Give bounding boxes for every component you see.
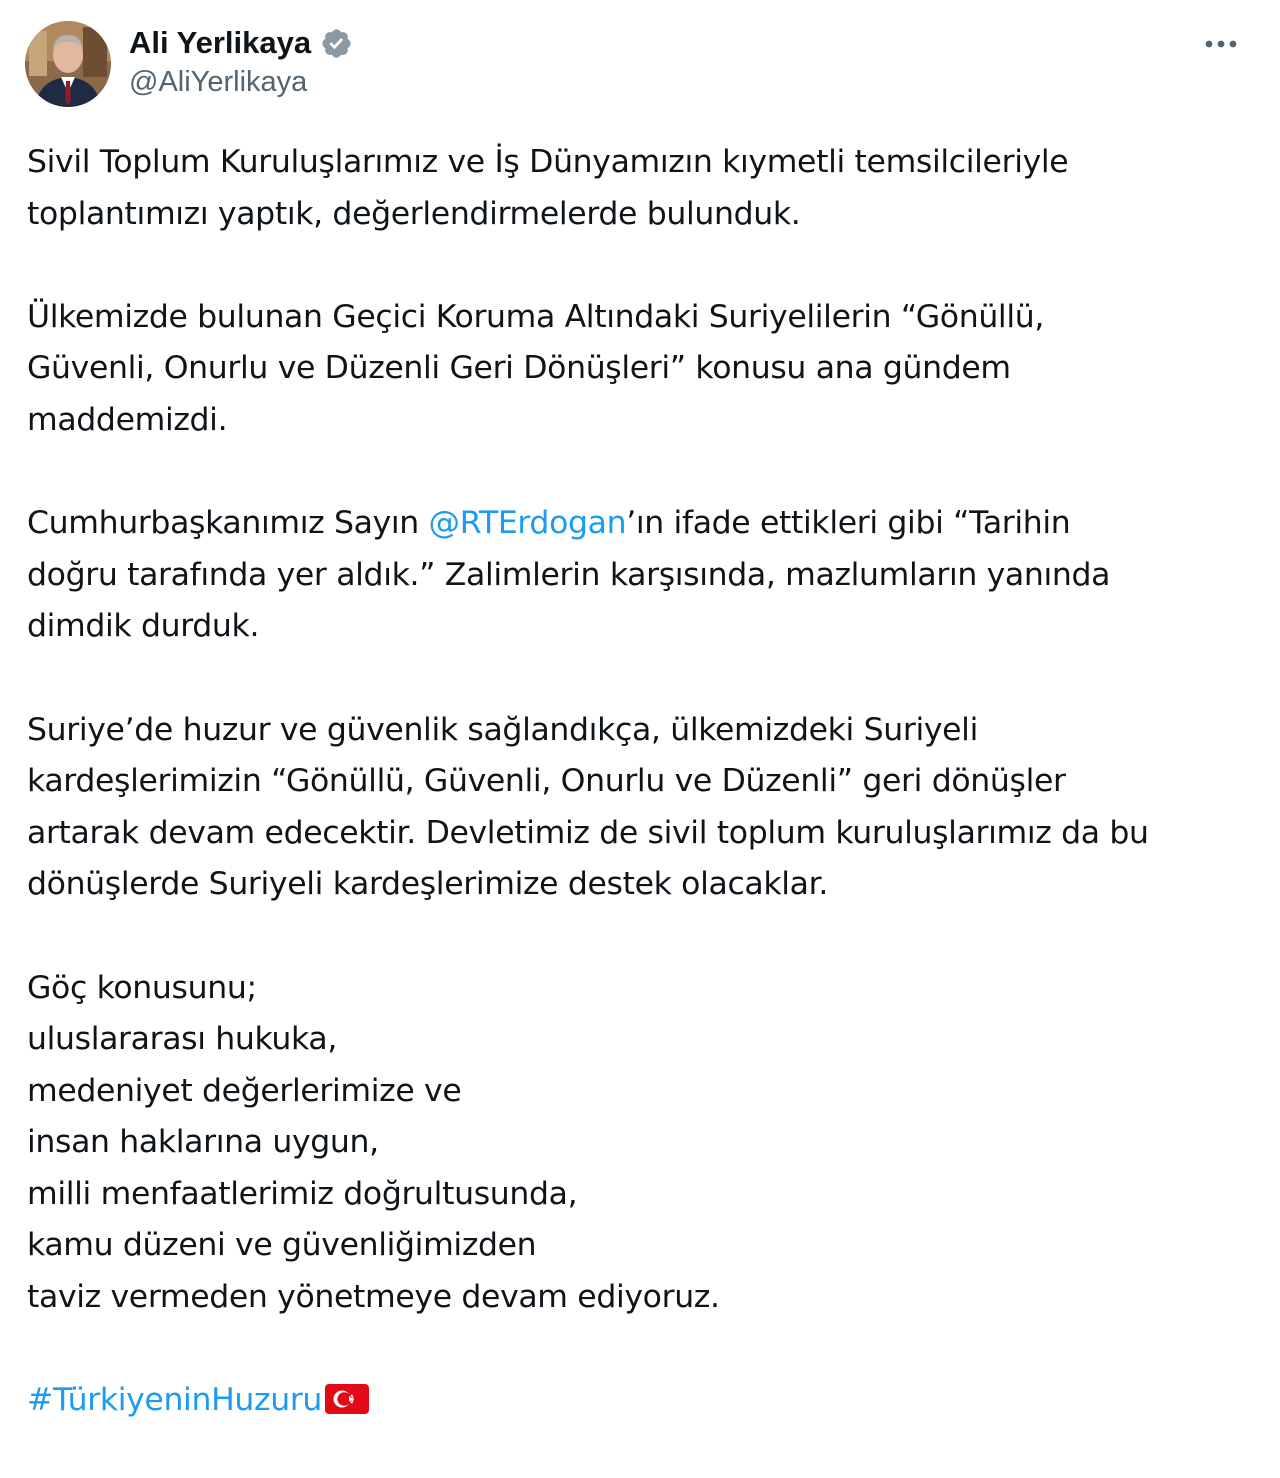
text-line: Sivil Toplum Kuruluşlarımız ve İş Dünyamızın kıymetli temsilcileriyle: [27, 144, 1069, 180]
text-line: insan haklarına uygun,: [27, 1124, 379, 1161]
tweet-paragraph-6: [27, 1375, 1252, 1427]
tweet-paragraph-4: [27, 705, 1252, 911]
mention-link[interactable]: @RTErdogan: [428, 505, 627, 542]
user-handle[interactable]: @AliYerlikaya: [129, 66, 308, 98]
text-line: kamu düzeni ve güvenliğimizden: [27, 1227, 537, 1264]
text-line: dönüşlerde Suriyeli kardeşlerimize destek olacaklar.: [27, 866, 828, 903]
text-line: artarak devam edecektir. Devletimiz de sivil toplum kuruluşlarımız da bu: [27, 814, 1149, 851]
text-line: dimdik durduk.: [27, 608, 260, 645]
text-line: doğru tarafında yer aldık.” Zalimlerin karşısında, mazlumların yanında: [27, 556, 1111, 593]
name-row: [129, 22, 353, 64]
text-segment: Cumhurbaşkanımız Sayın: [27, 505, 429, 542]
display-name[interactable]: Ali Yerlikaya: [129, 25, 312, 60]
text-line: toplantımızı yaptık, değerlendirmelerde bulunduk.: [27, 195, 801, 232]
text-line: milli menfaatlerimiz doğrultusunda,: [27, 1175, 578, 1212]
text-line: [27, 1375, 1252, 1427]
more-options-icon: [1204, 39, 1238, 49]
text-line: kardeşlerimizin “Gönüllü, Güvenli, Onurlu ve Düzenli” geri dönüşler: [27, 763, 1066, 800]
text-line: Ülkemizde bulunan Geçici Koruma Altındaki Suriyelilerin “Gönüllü,: [27, 298, 1045, 335]
tweet-paragraph-2: [27, 292, 1252, 447]
text-line: taviz vermeden yönetmeye devam ediyoruz.: [27, 1279, 720, 1316]
text-line: Göç konusunu;: [27, 969, 257, 1006]
turkey-flag-icon: [324, 1380, 370, 1412]
text-segment: ’ın ifade ettikleri gibi “Tarihin: [626, 505, 1071, 542]
text-line: [27, 498, 1252, 550]
tweet-paragraph-1: [27, 137, 1252, 240]
text-line: uluslararası hukuka,: [27, 1021, 337, 1058]
author-info: [129, 22, 353, 99]
tweet-paragraph-5: [27, 963, 1252, 1324]
text-line: maddemizdi.: [27, 401, 228, 438]
hashtag-link[interactable]: #TürkiyeninHuzuru: [27, 1382, 323, 1419]
text-line: medeniyet değerlerimize ve: [27, 1072, 462, 1109]
more-options-button[interactable]: [1196, 24, 1246, 64]
text-line: Suriye’de huzur ve güvenlik sağlandıkça, ülkemizdeki Suriyeli: [27, 711, 978, 748]
text-line: Güvenli, Onurlu ve Düzenli Geri Dönüşleri” konusu ana gündem: [27, 350, 1011, 387]
tweet-text: [27, 137, 1252, 1478]
avatar[interactable]: [25, 21, 111, 107]
tweet-paragraph-3: [27, 498, 1252, 653]
verified-badge-icon: [320, 27, 353, 60]
profile-photo: [25, 21, 111, 107]
